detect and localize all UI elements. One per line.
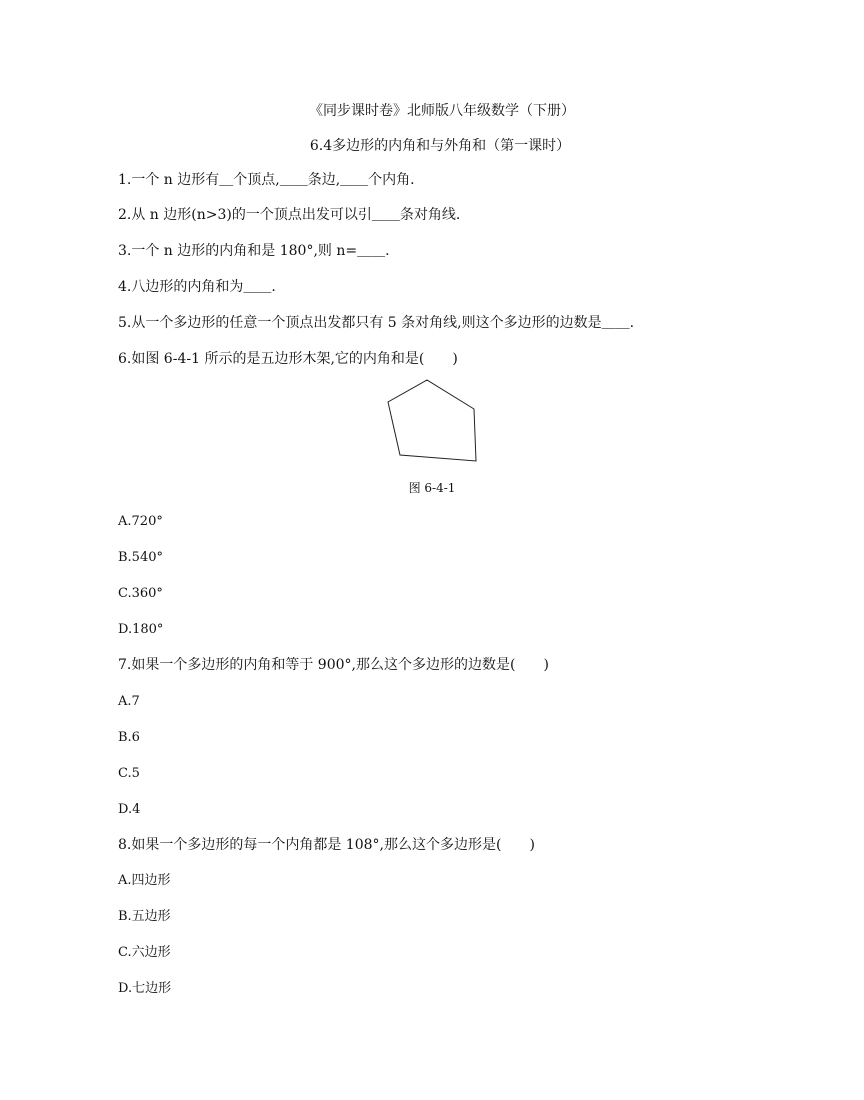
question-2: 2.从 n 边形(n>3)的一个顶点出发可以引＿＿条对角线. [118, 207, 461, 223]
pentagon-figure [380, 372, 490, 467]
question-5: 5.从一个多边形的任意一个顶点出发都只有 5 条对角线,则这个多边形的边数是＿＿. [118, 315, 635, 331]
question-8-stem: 8.如果一个多边形的每一个内角都是 108°,那么这个多边形是( ) [118, 837, 535, 853]
pentagon-shape [388, 380, 476, 461]
lesson-subtitle: 6.4多边形的内角和与外角和（第一课时） [309, 138, 571, 154]
q8-option-b: B.五边形 [118, 909, 171, 924]
q8-option-c: C.六边形 [118, 945, 171, 960]
question-4: 4.八边形的内角和为＿＿. [118, 279, 276, 295]
question-1: 1.一个 n 边形有＿个顶点,＿＿条边,＿＿个内角. [118, 172, 415, 188]
q7-option-a: A.7 [118, 694, 140, 709]
question-7-stem: 7.如果一个多边形的内角和等于 900°,那么这个多边形的边数是( ) [118, 657, 549, 673]
q7-option-c: C.5 [118, 766, 140, 781]
q6-option-b: B.540° [118, 550, 163, 565]
question-6-stem: 6.如图 6-4-1 所示的是五边形木架,它的内角和是( ) [118, 351, 458, 367]
q7-option-d: D.4 [118, 802, 141, 817]
q6-option-a: A.720° [118, 514, 163, 529]
q6-option-d: D.180° [118, 622, 164, 637]
worksheet-title: 《同步课时卷》北师版八年级数学（下册） [309, 103, 575, 119]
figure-caption: 图 6-4-1 [408, 481, 456, 495]
q6-option-c: C.360° [118, 586, 163, 601]
question-3: 3.一个 n 边形的内角和是 180°,则 n=＿＿. [118, 243, 390, 259]
q8-option-d: D.七边形 [118, 981, 172, 996]
q8-option-a: A.四边形 [118, 873, 171, 888]
q7-option-b: B.6 [118, 730, 140, 745]
